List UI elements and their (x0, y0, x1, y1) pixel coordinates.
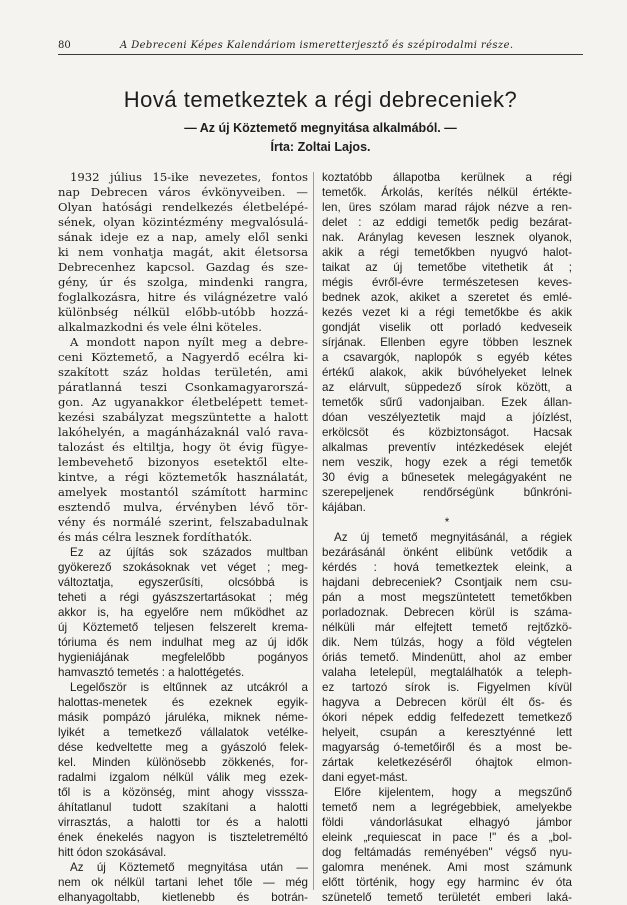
page-number: 80 (58, 40, 71, 51)
text-line: től is a közönség, mint ahogy visssza- (58, 786, 308, 799)
text-line: zártak keletkezéséről óhajtok elmon- (322, 756, 572, 769)
text-line: gondját viselik ott porladó kedveseik (322, 321, 572, 334)
text-line: kel. Minden különösebb zökkenés, for- (58, 756, 308, 769)
text-line: nem veszik, hogy ezek a régi temetők (322, 456, 572, 469)
text-line: * (444, 516, 450, 529)
text-line: erkölcsöt és közbiztonságot. Hacsak (322, 426, 572, 439)
text-line: gyökerező szokásoknak vet véget ; meg- (58, 561, 308, 574)
article-subtitle: — Az új Köztemető megnyitása alkalmából. — (184, 121, 457, 135)
text-line: teheti a régi gyászszertartásokat ; még (58, 591, 308, 604)
text-line: Debrecenhez kapcsol. Gazdag és sze- (58, 260, 308, 274)
text-line: lembevehető bizonyos esetektől elte- (58, 455, 308, 469)
text-line: akik a régi temetőkben nyugvó halot- (322, 246, 572, 259)
text-line: óriás temető. Mindenütt, ahol az ember (322, 651, 572, 664)
text-line: szerepeljenek rendőrségünk bűnkróni- (322, 486, 572, 499)
text-line: az elárvult, süppedező sírok között, a (322, 381, 572, 394)
text-line: alkalmazkodni és vele élni köteles. (58, 320, 262, 334)
text-line: és más célra lesznek fordíthatók. (58, 530, 253, 544)
text-line: akkor is, ha egyelőre nem működhet az (58, 606, 308, 619)
text-line: temető nem a legrégebbiek, amelyekbe (322, 801, 572, 814)
text-line: bezárásánál önként elibünk vetődik a (322, 546, 572, 559)
text-line: hajdani debreceniek? Csontjaik nem csu- (322, 576, 572, 589)
text-line: virrasztás, a halotti tor és a halotti (58, 816, 308, 829)
text-line: galomra menének. Ami most számunk (322, 861, 572, 874)
running-header (58, 38, 583, 55)
text-line: 1932 július 15-ike nevezetes, fontos (70, 170, 308, 184)
text-line: Olyan hatósági rendelkezés életbelépé- (58, 200, 308, 214)
text-line: áhítatlanul tudott szakítani a halotti (58, 801, 308, 814)
text-line: lyikét a temetkező vállalatok vetélke- (58, 726, 308, 739)
text-line: halottas-menetek és ezeknek egyik- (58, 696, 308, 709)
text-line: gon. Az ugyanakkor életbelépett temet- (58, 395, 308, 409)
text-line: értékű alakok, akik búvóhelyeket lelnek (322, 366, 572, 379)
text-line: ez tartozó sírok is. Figyelmen kívül (322, 681, 572, 694)
text-line: Az új Köztemető megnyitása után — (70, 861, 308, 874)
text-line: foglalkozásra, hitre és világnézetre való (58, 290, 308, 304)
text-line: vény és normálé szerint, felszabadulnak (58, 515, 308, 529)
text-line: változtatja, egyszerűsíti, olcsóbbá is (58, 576, 308, 589)
text-line: hitt ódon szokásával. (58, 846, 167, 859)
text-line: amelyek mostantól számított harminc (58, 485, 308, 499)
text-line: nak. Aránylag kevesen lesznek olyanok, (322, 231, 572, 244)
text-line: sírjának. Ellenben egyre többen lesznek (322, 336, 572, 349)
text-line: különbség nélkül előbb-utóbb hozzá- (58, 305, 308, 319)
text-line: kezés vezet ki a régi temetőkbe és akik (322, 306, 572, 319)
text-line: lakóhelyén, a magánházaknál való rava- (58, 425, 308, 439)
text-line: pán a most megszüntetett temetőkben (322, 591, 572, 604)
text-line: ceni Köztemető, a Nagyerdő ecélra ki- (58, 350, 308, 364)
left-text-column (58, 170, 308, 905)
text-line: kintve, a régi köztemetők használatát, (58, 470, 308, 484)
text-line: hamvasztó temetés : a halottégetés. (58, 666, 245, 679)
text-line: Legelőször is eltűnnek az utcákról a (70, 681, 308, 694)
text-line: Előre kijelentem, hogy a megszűnő (334, 786, 572, 799)
text-line: 30 évig a bűnesetek melegágyaként ne (322, 471, 572, 484)
article-title: Hová temetkeztek a régi debreceniek? (123, 87, 518, 112)
text-line: esztendő mulva, érvényben lévő tör- (58, 500, 308, 514)
text-line: új Köztemető teljesen felszerelt krema- (58, 621, 308, 634)
text-line: len, üres szólam marad rájok nézve a ren- (322, 201, 572, 214)
text-line: dóan veszélyeztetik majd a jóízlést, (322, 411, 572, 424)
text-line: koztatóbb állapotba kerülnek a régi (322, 171, 572, 184)
text-line: nélküli már elfejtett temető rejtőzkö- (322, 621, 572, 634)
text-line: szakított száz holdas területén, ami (58, 365, 308, 379)
text-line: szünetelő temető területét emberi laká- (322, 891, 572, 904)
text-line: tóriuma és nem indulhat meg az új idők (58, 636, 308, 649)
text-line: gény, úr és szolga, mindenki rangra, (58, 275, 308, 289)
text-line: ének énekelés nagyon is tiszteletreméltó (58, 831, 308, 844)
text-line: páratlanná teszi Csonkamagyarorszá- (58, 380, 308, 394)
text-line: előtt történik, hogy egy harminc év óta (322, 876, 572, 889)
text-line: kezési szabályzat megszüntette a halott (58, 410, 308, 424)
text-line: alkalmas preventív intézkedések elejét (322, 441, 572, 454)
text-line: dani egyet-mást. (322, 771, 408, 784)
column-divider (313, 172, 314, 890)
text-line: dése kedveltette meg a gyászoló felek- (58, 741, 308, 754)
text-line: A mondott napon nyílt meg a debre- (70, 335, 308, 349)
text-line: hagyva a Debrecen körül élt ős- és (322, 696, 572, 709)
text-line: porladoznak. Debrecen körül is száma- (322, 606, 572, 619)
text-line: elhanyagoltabb, kietlenebb és botrán- (58, 891, 308, 904)
text-line: bednek azok, akiket a szeretet és emlé- (322, 291, 572, 304)
text-line: Ez az újítás sok százados multban (70, 546, 308, 559)
article-author: Írta: Zoltai Lajos. (270, 140, 371, 154)
text-line: eleink „requiescat in pace !" és a „bol- (322, 831, 572, 844)
text-line: nap Debrecen város évkönyveiben. — (58, 185, 308, 199)
text-line: talozást és eltiltja, hogy öt évig fügye- (58, 440, 308, 454)
text-line: temetők. Árkolás, kerítés nélkül értékte- (322, 186, 572, 199)
text-line: sának ideje ez a nap, amely elől senki (58, 230, 308, 244)
text-line: mégis évről-évre természetesen keves- (322, 276, 572, 289)
text-line: Az új temető megnyitásánál, a régiek (334, 531, 572, 544)
text-line: kájában. (322, 501, 366, 514)
text-line: taikat az új temetőbe vitethetik át ; (322, 261, 572, 274)
text-line: sének, olyan közintézmény megvalósulá- (58, 215, 308, 229)
text-line: ókori népek eddig felfedezett temetkező (322, 711, 572, 724)
text-line: delet : az eddigi temetők pedig bezárat- (322, 216, 572, 229)
text-line: temetők sűrű vadonjaiban. Ezek állan- (322, 396, 572, 409)
text-line: ki nem vonhatja magát, akit életsorsa (58, 245, 308, 259)
text-line: a csavargók, naplopók s egyéb kétes (322, 351, 572, 364)
text-line: dog feltámadás reményében" végső nyu- (322, 846, 572, 859)
text-line: nem ok nélkül tartani lehet tőle — még (58, 876, 308, 889)
text-line: kérdés : hová temetkeztek eleink, a (322, 561, 572, 574)
running-title: A Debreceni Képes Kalendáriom ismeretterjesztő és szépirodalmi része. (120, 40, 514, 51)
text-line: valaha letelepül, megtalálhatók a teleph- (322, 666, 572, 679)
text-line: földi vándorlásukat elhagyó jámbor (322, 816, 572, 829)
text-line: magyarság ó-temetőiről és a most be- (322, 741, 572, 754)
text-line: helyeit, csupán a keresztyénné lett (322, 726, 572, 739)
text-line: dik. Nem túlzás, hogy a föld végtelen (322, 636, 572, 649)
text-line: hygieniájának megfelelőbb pogányos (58, 651, 308, 664)
text-line: radalmi izgalom nélkül válik meg ezek- (58, 771, 308, 784)
right-text-column (322, 170, 572, 905)
text-line: másik pompázó járuléka, miknek néme- (58, 711, 308, 724)
